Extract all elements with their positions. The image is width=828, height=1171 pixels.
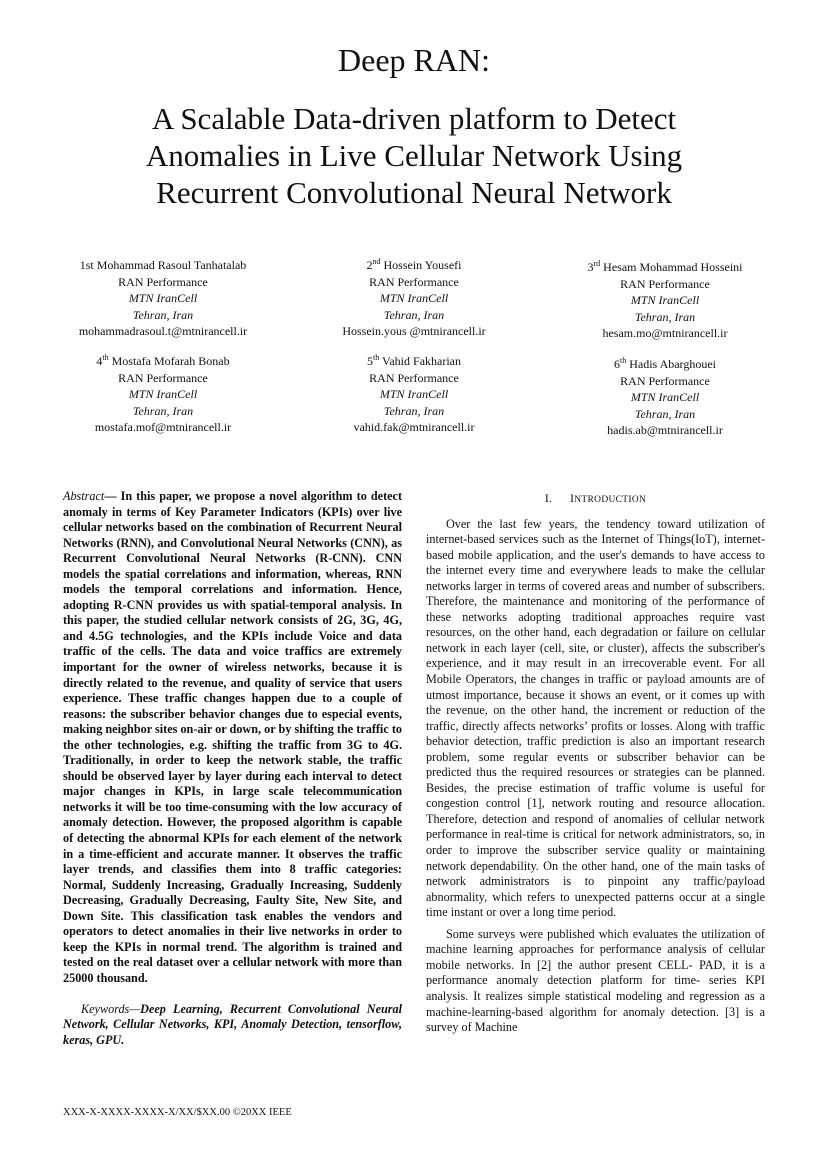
- author-city: Tehran, Iran: [132, 403, 194, 418]
- author-name: 4th Mostafa Mofarah Bonab: [96, 353, 230, 368]
- section-heading: [426, 492, 765, 509]
- author-org: MTN IranCell: [128, 291, 198, 305]
- copyright-footer: XXX-X-XXXX-XXXX-X/XX/$XX.00 ©20XX IEEE: [63, 1107, 292, 1118]
- author-dept: RAN Performance: [118, 370, 208, 385]
- title-line: Anomalies in Live Cellular Network Using: [145, 138, 683, 173]
- author-org: MTN IranCell: [379, 291, 449, 305]
- abstract-text: In this paper, we propose a novel algorithm to detect anomaly in terms of Key Parameter Indicators (KPIs) over live cellular networks based on the combination of Recurrent Neural Networks (RNN), and Convolutional Neural Networks (CNN), as Recurrent Convolutional Neural Networks (R-CNN). CNN models the spatial correlations and information, whereas, RNN models the temporal correlations and information. Hence, adopting R-CNN provides us with spatial-temporal analysis. In this paper, the studied cellular network consists of 2G, 3G, 4G, and 4.5G technologies, and the KPIs include Voice and data traffic of the cells. The data and voice traffics are extremely important for the owner of wireless networks, because it is directly related to the revenue, and quality of service that users experience. These traffic changes happen due to a couple of reasons: the subscriber behavior changes due to especial events, making neighbor sites on-air or down, or by shifting the traffic to the other technologies, e.g. shifting the traffic from 3G to 4G. Traditionally, in order to keep the network stable, the traffic should be observed layer by layer during each interval to detect major changes in KPIs, in large scale telecommunication networks it will be too time-consuming with the low accuracy of anomaly detection. However, the proposed algorithm is capable of detecting the abnormal KPIs for each element of the network in a time-efficient and accurate manner. It observes the traffic layer trends, and classifies them into 8 traffic categories: Normal, Suddenly Increasing, Gradually Increasing, Suddenly Decreasing, Gradually Decreasing, Faulty Site, New Site, and Down Site. This classification task enables the vendors and operators to detect anomalies in their live networks in order to keep the KPIs in normal trend. The algorithm is trained and tested on the real dataset over a cellular network with more than 25000 thousand.: [63, 489, 402, 985]
- author-name: 2nd Hossein Yousefi: [366, 257, 462, 272]
- author-org: MTN IranCell: [630, 293, 700, 307]
- author-city: Tehran, Iran: [634, 309, 696, 324]
- title-main: Deep RAN:: [338, 42, 490, 78]
- author-name: 6th Hadis Abarghouei: [614, 356, 716, 371]
- title-line: A Scalable Data-driven platform to Detect: [151, 101, 677, 136]
- author-email: vahid.fak@mtnirancell.ir: [353, 420, 475, 434]
- author-org: MTN IranCell: [128, 387, 198, 401]
- author-block: [38, 257, 288, 340]
- author-dept: RAN Performance: [620, 373, 710, 388]
- right-column: [426, 489, 765, 1036]
- author-org: MTN IranCell: [379, 387, 449, 401]
- author-block: [289, 353, 539, 436]
- left-column: [63, 489, 402, 1048]
- author-email: mohammadrasoul.t@mtnirancell.ir: [78, 324, 248, 338]
- keywords: [63, 1002, 402, 1049]
- author-city: Tehran, Iran: [383, 403, 445, 418]
- title-subtitle: [0, 100, 828, 211]
- author-city: Tehran, Iran: [383, 307, 445, 322]
- author-name: 1st Mohammad Rasoul Tanhatalab: [79, 258, 247, 272]
- paper-title: [0, 40, 828, 211]
- keywords-text: Deep Learning, Recurrent Convolutional Neural Network, Cellular Networks, KPI, Anomaly Detection, tensorflow, keras, GPU.: [63, 1001, 402, 1047]
- body-paragraph: Over the last few years, the tendency toward utilization of internet-based services such as the Internet of Things(IoT), internet-based mobile application, and the user's demands to have access to the internet every time and everywhere leads to make the cellular networks larger in terms of covered areas and number of subscribers. Therefore, the maintenance and monitoring of the performance of these networks adopting traditional approaches require vast resources, on the other hand, each degradation or failure on cellular network in each layer (cell, site, or cluster), affects the subscriber's experience, and it may result in an irrecoverable event. For all Mobile Operators, the changes in traffic or payload amounts are of utmost importance, because it shows an event, or it comes up with the revenue, on the other hand, the increment or reduction of the traffic, directly affects networks’ profits or losses. Along with traffic behavior detection, traffic prediction is also an important research problem, some regular events or subscriber behavior can be predicted thus the required resources or strategies can be planned. Besides, the precise estimation of traffic volume is useful for congestion control [1], network routing and resource allocation. Therefore, detection and respond of anomalies of cellular network performance in real-time is critical for network administrators, so, in order to improve the subscriber service quality or maintaining network dependability. On the other hand, one of the main tasks of network administrators is to pinpoint any traffic/payload abnormality, which refers to unexpected patterns occur at a single time instant or over a long time period.: [426, 516, 765, 920]
- author-dept: RAN Performance: [118, 274, 208, 289]
- author-name: 5th Vahid Fakharian: [367, 353, 461, 368]
- author-email: hesam.mo@mtnirancell.ir: [602, 326, 728, 340]
- author-name: 3rd Hesam Mohammad Hosseini: [587, 259, 743, 274]
- abstract: [63, 489, 402, 987]
- section-number: I.: [544, 493, 553, 505]
- author-block: [38, 353, 288, 436]
- author-email: mostafa.mof@mtnirancell.ir: [94, 420, 232, 434]
- author-dept: RAN Performance: [620, 276, 710, 291]
- author-email: hadis.ab@mtnirancell.ir: [607, 423, 723, 437]
- author-dept: RAN Performance: [369, 274, 459, 289]
- author-city: Tehran, Iran: [634, 406, 696, 421]
- section-title-initial: I: [570, 493, 575, 505]
- keywords-label: Keywords—: [81, 1001, 141, 1016]
- author-dept: RAN Performance: [369, 370, 459, 385]
- section-title-rest: NTRODUCTION: [574, 495, 647, 505]
- author-org: MTN IranCell: [630, 390, 700, 404]
- author-block: [540, 356, 790, 439]
- author-city: Tehran, Iran: [132, 307, 194, 322]
- title-line: Recurrent Convolutional Neural Network: [156, 175, 672, 210]
- abstract-dash: —: [104, 489, 121, 503]
- author-email: Hossein.yous @mtnirancell.ir: [342, 324, 486, 338]
- author-block: [289, 257, 539, 340]
- body-paragraph: Some surveys were published which evaluates the utilization of machine learning approaches for performance analysis of cellular mobile networks. In [2] the author present CELL- PAD, it is a performance anomaly detection platform for time- series KPI analysis. It realizes simple statistical modeling and regression as a machine-learning-based algorithm for anomaly detection. [3] is a survey of Machine: [426, 926, 765, 1035]
- author-block: [540, 259, 790, 342]
- abstract-label: Abstract: [63, 489, 105, 503]
